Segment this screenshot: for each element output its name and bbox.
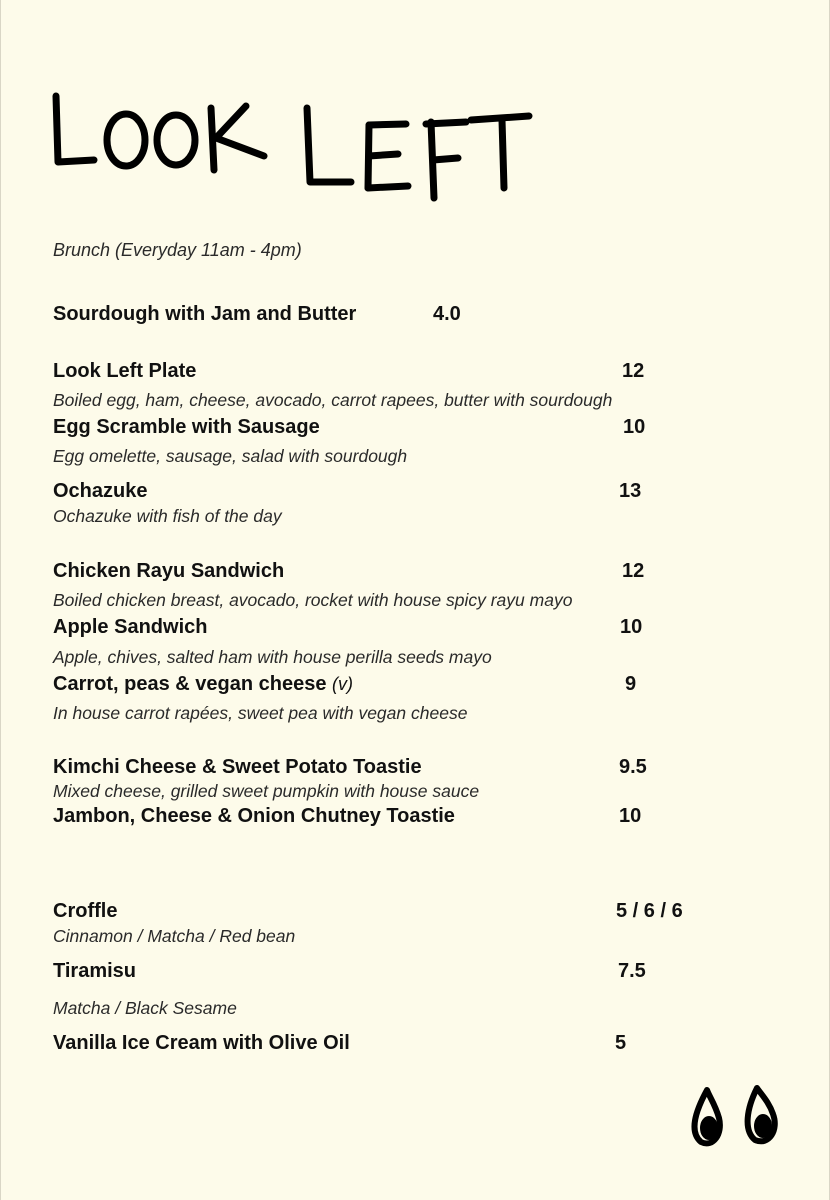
menu-item-price: 9 — [625, 673, 637, 695]
menu-item-price: 9.5 — [619, 756, 647, 778]
menu-item-description: In house carrot rapées, sweet pea with vegan cheese — [53, 703, 468, 723]
menu-item-description: Boiled egg, ham, cheese, avocado, carrot rapees, butter with sourdough — [53, 390, 613, 410]
menu-item-name-row — [53, 673, 353, 696]
menu-item-description: Egg omelette, sausage, salad with sourdough — [53, 446, 408, 466]
menu-item-name: Sourdough with Jam and Butter — [53, 303, 357, 325]
menu-item-price: 4.0 — [433, 303, 461, 325]
menu-item-description: Apple, chives, salted ham with house perilla seeds mayo — [53, 647, 492, 667]
menu-item-price: 10 — [623, 416, 646, 438]
menu-item-description: Ochazuke with fish of the day — [53, 506, 282, 526]
menu-item-name: Chicken Rayu Sandwich — [53, 560, 285, 582]
menu-item-price: 7.5 — [618, 960, 646, 982]
menu-item-price: 12 — [622, 360, 645, 382]
menu-item-price: 10 — [620, 616, 643, 638]
menu-item-name: Apple Sandwich — [53, 616, 208, 638]
menu-item-name: Croffle — [53, 900, 118, 922]
menu-item-name: Tiramisu — [53, 960, 136, 982]
menu-item-price: 12 — [622, 560, 645, 582]
menu-item-name: Vanilla Ice Cream with Olive Oil — [53, 1032, 350, 1054]
vegan-tag: (v) — [332, 674, 354, 694]
menu-item-price: 5 — [615, 1032, 627, 1054]
eyes-icon — [687, 1082, 787, 1152]
menu-item-name: Jambon, Cheese & Onion Chutney Toastie — [53, 805, 455, 827]
menu-item-name: Ochazuke — [53, 480, 148, 502]
menu-item-description: Mixed cheese, grilled sweet pumpkin with house sauce — [53, 781, 480, 801]
menu-item-name: Carrot, peas & vegan cheese — [53, 673, 327, 695]
menu-item-description: Cinnamon / Matcha / Red bean — [53, 926, 296, 946]
menu-item-description: Boiled chicken breast, avocado, rocket with house spicy rayu mayo — [53, 590, 573, 610]
menu-item-price: 10 — [619, 805, 642, 827]
menu-item-name: Kimchi Cheese & Sweet Potato Toastie — [53, 756, 422, 778]
menu-item-name: Look Left Plate — [53, 360, 197, 382]
brunch-hours: Brunch (Everyday 11am - 4pm) — [53, 240, 302, 260]
menu-item-description: Matcha / Black Sesame — [53, 998, 237, 1018]
menu-item-price: 5 / 6 / 6 — [616, 900, 683, 922]
look-left-logo — [46, 80, 546, 215]
menu-item-name: Egg Scramble with Sausage — [53, 416, 320, 438]
menu-item-price: 13 — [619, 480, 642, 502]
